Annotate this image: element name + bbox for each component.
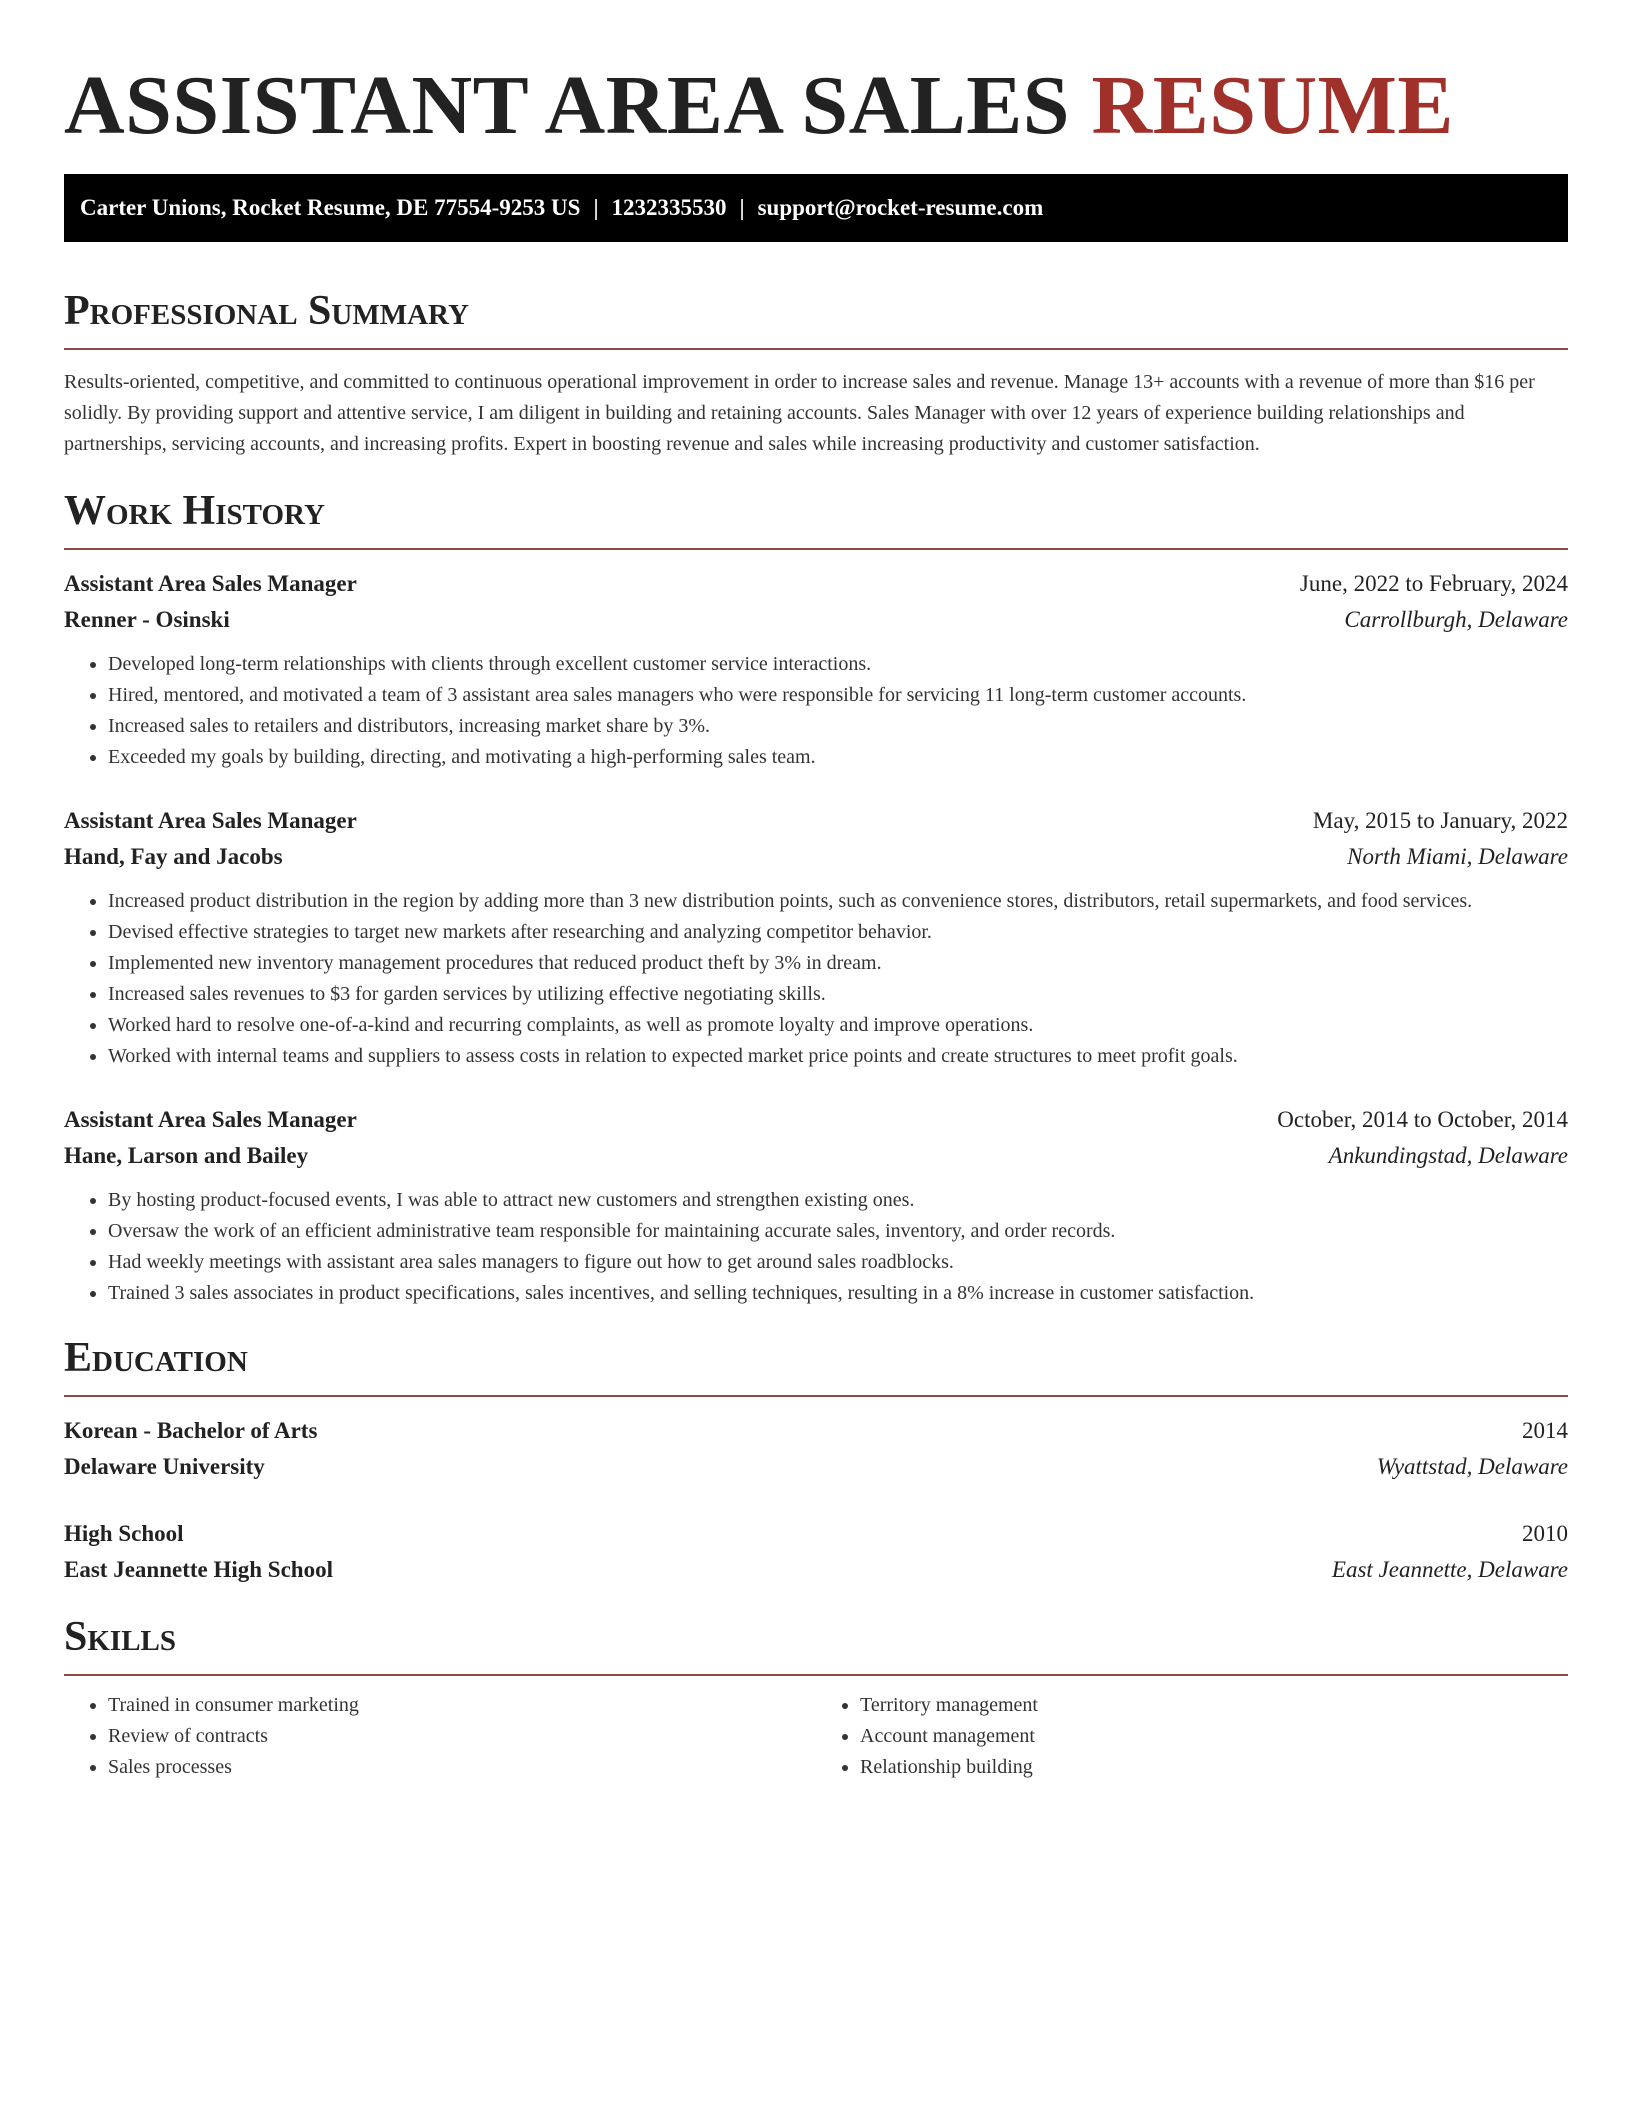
education-degree: Korean - Bachelor of Arts [64, 1418, 318, 1443]
education-year: 2014 [1522, 1418, 1568, 1443]
job-location: North Miami, Delaware [1347, 844, 1568, 869]
job-bullets [64, 886, 1568, 1072]
education-location: Wyattstad, Delaware [1376, 1454, 1568, 1479]
section-heading-skills: Skills [64, 1614, 177, 1660]
job-company: Hane, Larson and Bailey [64, 1143, 309, 1168]
section-heading-summary: Professional Summary [64, 288, 469, 334]
job-bullet: • Developed long-term relationships with clients through excellent customer service interactions. [108, 649, 1568, 680]
skill-item: • Sales processes [108, 1752, 816, 1783]
job-bullet: • Devised effective strategies to target new markets after researching and analyzing competitor behavior. [108, 917, 1568, 948]
work-history-section [64, 486, 1568, 1309]
section-heading-work-history: Work History [64, 488, 325, 534]
job-bullet: • Increased sales to retailers and distributors, increasing market share by 3%. [108, 711, 1568, 742]
education-entry [64, 1413, 1568, 1485]
job-header-row [64, 566, 1568, 602]
job-bullet: • Exceeded my goals by building, directing, and motivating a high-performing sales team. [108, 742, 1568, 773]
job-header-row [64, 1102, 1568, 1138]
section-divider [64, 1395, 1568, 1397]
section-heading-education: Education [64, 1335, 248, 1381]
education-header-row [64, 1413, 1568, 1449]
job-bullet: • Had weekly meetings with assistant area sales managers to figure out how to get around sales roadblocks. [108, 1247, 1568, 1278]
education-school: East Jeannette High School [64, 1557, 333, 1582]
job-bullet: • Worked hard to resolve one-of-a-kind and recurring complaints, as well as promote loyalty and improve operations. [108, 1010, 1568, 1041]
contact-address: Carter Unions, Rocket Resume, DE 77554-9253 US [80, 195, 581, 220]
section-divider [64, 548, 1568, 550]
skills-section [64, 1612, 1568, 1783]
job-bullet: • Trained 3 sales associates in product specifications, sales incentives, and selling techniques, resulting in a 8% increase in customer satisfaction. [108, 1278, 1568, 1309]
job-bullets [64, 649, 1568, 773]
section-divider [64, 348, 1568, 350]
job-company: Hand, Fay and Jacobs [64, 844, 283, 869]
job-bullet: • By hosting product-focused events, I was able to attract new customers and strengthen existing ones. [108, 1185, 1568, 1216]
skill-item: • Territory management [860, 1690, 1568, 1721]
job-bullet: • Implemented new inventory management procedures that reduced product theft by 3% in dream. [108, 948, 1568, 979]
job-header-row [64, 803, 1568, 839]
education-school-row [64, 1552, 1568, 1588]
job-title: Assistant Area Sales Manager [64, 1107, 357, 1132]
job-dates: May, 2015 to January, 2022 [1312, 808, 1568, 833]
job-location: Carrollburgh, Delaware [1344, 607, 1568, 632]
skill-item: • Relationship building [860, 1752, 1568, 1783]
summary-text: Results-oriented, competitive, and committed to continuous operational improvement in order to increase sales and revenue. Manage 13+ accounts with a revenue of more than $16 per solidly. By providing support and attentive service, I am diligent in building and retaining accounts. Sales Manager with over 12 years of experience building relationships and partnerships, servicing accounts, and increasing profits. Expert in boosting revenue and sales while increasing productivity and customer satisfaction. [64, 371, 1535, 455]
education-entry [64, 1516, 1568, 1588]
resume-title [64, 58, 1568, 154]
education-degree: High School [64, 1521, 184, 1546]
skills-column-right [816, 1690, 1568, 1783]
contact-bar [64, 174, 1568, 242]
education-school: Delaware University [64, 1454, 265, 1479]
job-dates: October, 2014 to October, 2014 [1277, 1107, 1568, 1132]
job-bullet: • Hired, mentored, and motivated a team of 3 assistant area sales managers who were responsible for servicing 11 long-term customer accounts. [108, 680, 1568, 711]
contact-separator: | [593, 195, 599, 220]
job-title: Assistant Area Sales Manager [64, 571, 357, 596]
education-school-row [64, 1449, 1568, 1485]
job-company: Renner - Osinski [64, 607, 230, 632]
section-divider [64, 1674, 1568, 1676]
job-location: Ankundingstad, Delaware [1328, 1143, 1568, 1168]
skill-item: • Account management [860, 1721, 1568, 1752]
skill-item: • Trained in consumer marketing [108, 1690, 816, 1721]
job-entry [64, 1102, 1568, 1309]
job-entry [64, 803, 1568, 1072]
skills-column-left [64, 1690, 816, 1783]
job-company-row [64, 602, 1568, 638]
contact-email: support@rocket-resume.com [757, 195, 1044, 220]
job-entry [64, 566, 1568, 773]
education-year: 2010 [1522, 1521, 1568, 1546]
job-company-row [64, 1138, 1568, 1174]
job-bullet: • Oversaw the work of an efficient administrative team responsible for maintaining accurate sales, inventory, and order records. [108, 1216, 1568, 1247]
job-bullet: • Increased sales revenues to $3 for garden services by utilizing effective negotiating skills. [108, 979, 1568, 1010]
skill-item: • Review of contracts [108, 1721, 816, 1752]
contact-phone: 1232335530 [611, 195, 727, 220]
education-section [64, 1333, 1568, 1588]
job-company-row [64, 839, 1568, 875]
job-dates: June, 2022 to February, 2024 [1299, 571, 1568, 596]
skills-grid [64, 1690, 1568, 1783]
title-accent: RESUME [1091, 59, 1454, 152]
job-title: Assistant Area Sales Manager [64, 808, 357, 833]
summary-section [64, 286, 1568, 460]
job-bullets [64, 1185, 1568, 1309]
education-location: East Jeannette, Delaware [1331, 1557, 1568, 1582]
title-main: ASSISTANT AREA SALES [64, 59, 1071, 152]
contact-separator: | [739, 195, 745, 220]
job-bullet: • Worked with internal teams and suppliers to assess costs in relation to expected market price points and create structures to meet profit goals. [108, 1041, 1568, 1072]
education-header-row [64, 1516, 1568, 1552]
job-bullet: • Increased product distribution in the region by adding more than 3 new distribution points, such as convenience stores, distributors, retail supermarkets, and food services. [108, 886, 1568, 917]
